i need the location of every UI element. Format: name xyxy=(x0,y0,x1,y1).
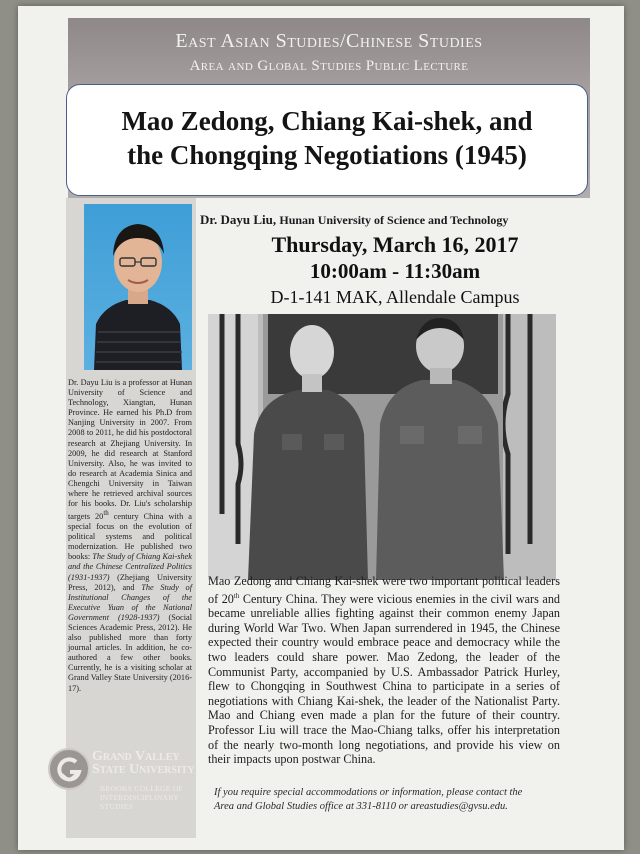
lecture-description xyxy=(208,574,560,767)
department-heading: East Asian Studies/Chinese Studies xyxy=(175,30,483,52)
gvsu-name xyxy=(92,750,202,776)
gvsu-college-line-1: BROOKS COLLEGE OF xyxy=(100,784,184,793)
bio-text-4: (Social Sciences Academic Press, 2012). He also published more than forty journal articles. In addition, he co-authored a few other books. Currently, he is a visiting scholar at Grand Valley State University (2016-17). xyxy=(68,612,193,693)
speaker-name: Dr. Dayu Liu, xyxy=(200,212,277,227)
bio-book-1: The Study of Chiang Kai-shek and the Chinese Centralized Politics (1931-1937) xyxy=(68,552,192,582)
series-heading: Area and Global Studies Public Lecture xyxy=(189,58,469,74)
gvsu-name-line-2: State University xyxy=(92,762,195,777)
bio-text-3: (Zhejiang University Press, 2012), and xyxy=(68,572,192,592)
notice-line-2: Area and Global Studies office at 331-8110 or areastudies@gvsu.edu. xyxy=(214,801,508,812)
speaker-affiliation: Hunan University of Science and Technology xyxy=(279,213,509,227)
description-text-2: Century China. They were vicious enemies in the civil wars and became unreliable allies fighting against their common enemy Japan during World War Two. When Japan surrendered in 1945, the Chinese expected their country would embrace peace and democracy while the two leaders could share power. Mao Zedong, the leader of the Communist Party, accompanied by U.S. Ambassador Patrick Hurley, flew to Chongqing in Southwest China to participate in a series of negotiations with Chiang Kai-shek, the leader of the Nationalist Party. Mao and Chiang even made a plan for the future of their country. Professor Liu will trace the Mao-Chiang talks, offer his interpretation of the nearly two-month long negotiations, and provide his view on their impacts upon postwar China. xyxy=(208,591,561,767)
notice-line-1: If you require special accommodations or information, please contact the xyxy=(214,787,523,798)
lecture-title xyxy=(66,104,588,172)
speaker-bio xyxy=(68,378,192,694)
accommodation-notice xyxy=(214,786,564,814)
title-line-1: Mao Zedong, Chiang Kai-shek, and xyxy=(121,106,533,136)
speaker-line xyxy=(200,212,590,228)
bio-book-2: The Study of Institutional Changes of the Executive Yuan of the National Government (1928-1937) xyxy=(68,582,192,622)
event-date: Thursday, March 16, 2017 xyxy=(271,232,519,257)
bio-text-2: century China with a special focus on the evolution of political systems and political modernization. He published two books: xyxy=(68,511,192,562)
title-line-2: the Chongqing Negotiations (1945) xyxy=(127,140,527,170)
speaker-portrait xyxy=(84,204,192,370)
gvsu-name-line-1: Grand Valley xyxy=(92,749,180,764)
gvsu-logo xyxy=(48,748,198,818)
event-location: D-1-141 MAK, Allendale Campus xyxy=(270,287,520,307)
event-time: 10:00am - 11:30am xyxy=(309,259,481,283)
gvsu-emblem-icon xyxy=(48,748,90,790)
gvsu-college-line-3: STUDIES xyxy=(100,802,133,811)
bio-sup: th xyxy=(103,510,109,518)
historical-photo xyxy=(208,314,556,580)
description-sup: th xyxy=(233,591,240,600)
bio-text-1: Dr. Dayu Liu is a professor at Hunan University of Science and Technology, Xiangtan, Hunan Province. He earned his Ph.D from Nanjing University in 2007. From 2008 to 2011, he did his postdoctoral research at Zhejiang University. In 2009, he did research at Stanford University. Also, he was invited to do research at Academia Sinica and Chengchi University in Taiwan where he retrieved archival sources for his books. Dr. Liu's scholarship targets 20 xyxy=(68,378,192,521)
gvsu-college xyxy=(100,784,200,811)
description-text-1: Mao Zedong and Chiang Kai-shek were two important political leaders of 20 xyxy=(208,574,560,606)
gvsu-college-line-2: INTERDISCIPLINARY xyxy=(100,793,179,802)
